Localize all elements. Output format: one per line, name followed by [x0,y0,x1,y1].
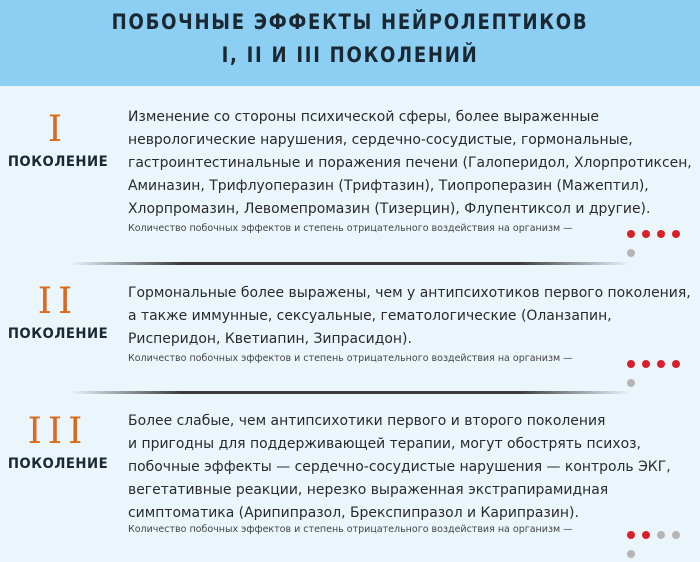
description-line: вегетативные реакции, нерезко выраженная экстрапирамидная [128,482,609,498]
generation-1-description [128,106,694,221]
generation-2-section [0,268,700,388]
severity-dot-active [642,531,650,539]
generation-1-numeral: I [47,109,69,150]
description-line: а также иммунные, сексуальные, гематологические (Оланзапин, [128,308,612,324]
generation-1-badge [0,110,116,170]
generation-2-severity-dots [627,353,700,363]
severity-dot-active [627,360,635,368]
generation-3-numeral: III [27,411,89,452]
severity-dot-inactive [672,531,680,539]
generation-3-description [128,410,694,525]
description-line: Хлорпромазин, Левомепромазин (Тизерцин), Флупентиксол и другие). [128,201,651,217]
generation-3-severity-dots [627,524,700,534]
severity-dot-active [672,360,680,368]
description-line: симптоматика (Арипипразол, Брекспипразол и Карипразин). [128,505,579,521]
generation-3-badge [0,412,116,472]
description-line: Более слабые, чем антипсихотики первого и второго поколения [128,413,606,429]
description-line: Гормональные более выражены, чем у антипсихотиков первого поколения, [128,285,691,301]
title-line-2: I, II И III ПОКОЛЕНИЙ [221,43,479,67]
severity-dot-active [657,230,665,238]
generation-2-description [128,282,694,351]
header-banner [0,0,700,86]
generation-1-section [0,86,700,254]
description-line: побочные эффекты — сердечно-сосудистые нарушения — контроль ЭКГ, [128,459,671,475]
description-line: и пригодны для поддерживающей терапии, могут обострять психоз, [128,436,641,452]
description-line: Изменение со стороны психической сферы, более выраженные [128,109,599,125]
generation-3-label: ПОКОЛЕНИЕ [7,456,109,472]
severity-dot-inactive [627,379,635,387]
description-line: неврологические нарушения, сердечно-сосудистые, гормональные, [128,132,633,148]
severity-dot-active [657,360,665,368]
severity-dot-active [642,230,650,238]
generation-3-severity-caption: Количество побочных эффектов и степень отрицательного воздействия на организм — [128,524,573,535]
severity-dot-active [627,230,635,238]
generation-2-severity-caption: Количество побочных эффектов и степень отрицательного воздействия на организм — [128,353,573,364]
section-divider [70,262,630,265]
generation-1-severity-dots [627,223,700,233]
description-line: гастроинтестинальные и поражения печени (Галоперидол, Хлорпротиксен, [128,155,692,171]
description-line: Аминазин, Трифлуоперазин (Трифтазин), Тиопроперазин (Мажептил), [128,178,649,194]
generation-2-numeral: II [37,281,79,322]
section-divider [70,391,630,394]
severity-dot-active [642,360,650,368]
severity-dot-active [672,230,680,238]
title-line-1: ПОБОЧНЫЕ ЭФФЕКТЫ НЕЙРОЛЕПТИКОВ [111,10,589,34]
generation-3-section [0,398,700,543]
severity-dot-inactive [627,249,635,257]
description-line: Рисперидон, Кветиапин, Зипрасидон). [128,331,412,347]
severity-dot-active [627,531,635,539]
severity-dot-inactive [657,531,665,539]
generation-2-badge [0,282,116,342]
generation-2-label: ПОКОЛЕНИЕ [7,326,109,342]
generation-1-severity-caption: Количество побочных эффектов и степень отрицательного воздействия на организм — [128,223,573,234]
generation-1-label: ПОКОЛЕНИЕ [7,154,109,170]
severity-dot-inactive [627,550,635,558]
